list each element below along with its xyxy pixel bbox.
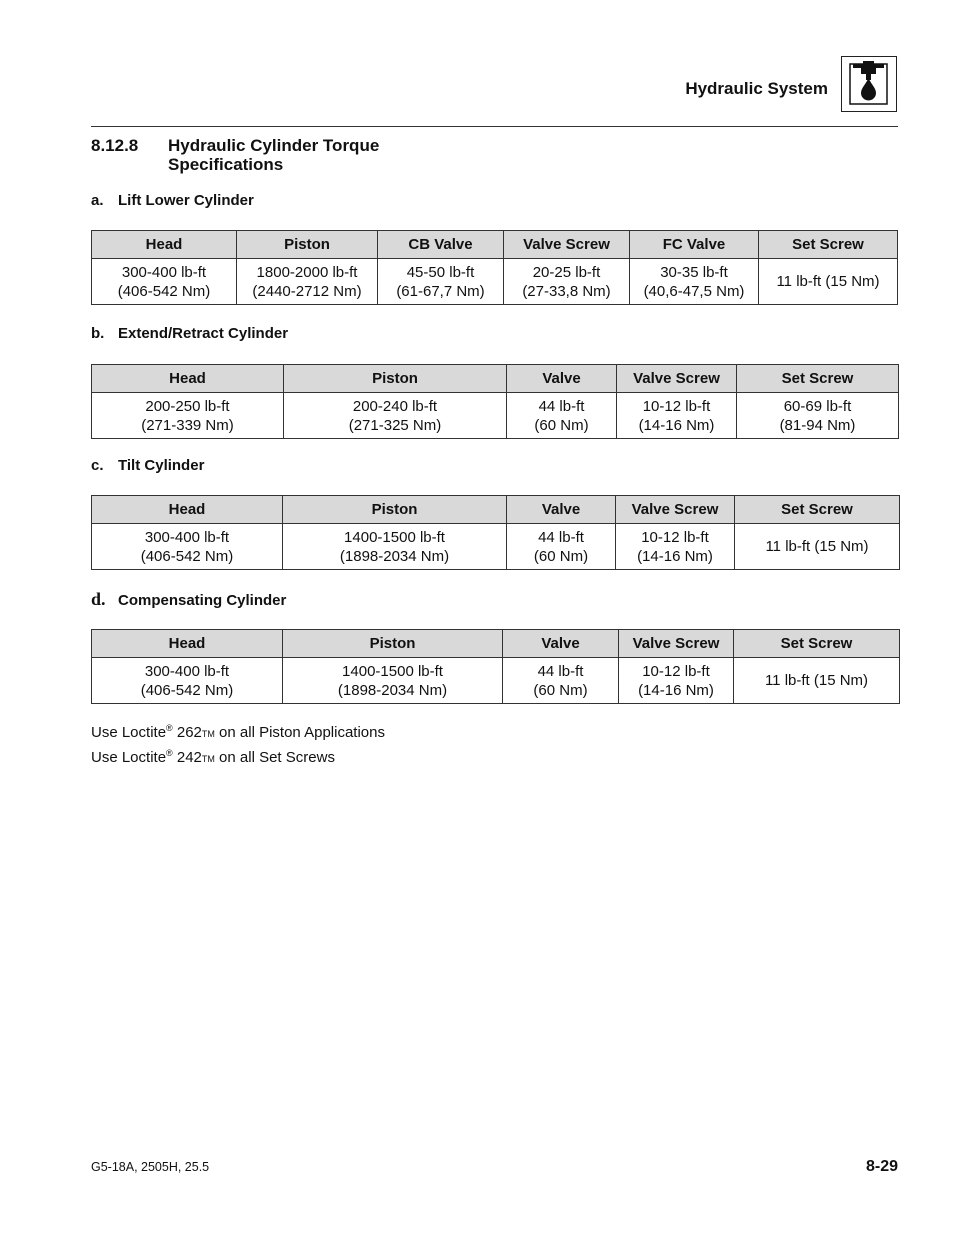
cell-line-lbft: 10-12 lb-ft (642, 662, 710, 680)
cell-line-lbft: 200-240 lb-ft (352, 397, 438, 415)
section-title-line1: Hydraulic Cylinder Torque (168, 136, 380, 155)
footer-model-info: G5-18A, 2505H, 25.5 (91, 1160, 210, 1174)
section-title-line2: Specifications (168, 155, 284, 174)
table-header-row (92, 496, 900, 524)
cell-line-lbft: 1800-2000 lb-ft (256, 263, 358, 281)
subheading-extend-retract-cylinder (91, 325, 288, 342)
cell-piston (237, 259, 378, 305)
subheading-title: Tilt Cylinder (118, 457, 205, 474)
column-header-head: Head (92, 231, 237, 259)
cell-set-screw (737, 393, 899, 439)
cell-line-nm: (1898-2034 Nm) (339, 547, 450, 565)
subheading-compensating-cylinder (91, 589, 286, 610)
cell-line-nm: (14-16 Nm) (638, 416, 715, 434)
cell-line-nm: (60 Nm) (533, 681, 588, 699)
cell-head (92, 393, 284, 439)
subheading-title: Extend/Retract Cylinder (118, 325, 289, 342)
table-header-row (92, 365, 899, 393)
cell-line-lbft: 44 lb-ft (538, 528, 584, 546)
cell-line-lbft: 300-400 lb-ft (144, 662, 230, 680)
cell-set-screw (735, 524, 900, 570)
note-suffix: on all Set Screws (214, 749, 335, 766)
column-header-valve-screw: Valve Screw (617, 365, 737, 393)
cell-line-value: 11 lb-ft (15 Nm) (776, 273, 880, 290)
cell-line-nm: (27-33,8 Nm) (522, 282, 611, 300)
cell-line-nm: (1898-2034 Nm) (337, 681, 448, 699)
cell-valve-screw (617, 393, 737, 439)
subheading-title: Compensating Cylinder (118, 592, 287, 609)
section-number: 8.12.8 (91, 136, 139, 155)
cell-line-nm: (14-16 Nm) (638, 681, 714, 699)
cell-line-nm: (60 Nm) (534, 416, 589, 434)
cell-line-lbft: 10-12 lb-ft (642, 397, 711, 415)
column-header-valve: Valve (503, 630, 619, 658)
table-row (92, 259, 898, 305)
extend-retract-cylinder-table (91, 364, 899, 439)
registered-mark: ® (166, 723, 173, 733)
cell-line-lbft: 1400-1500 lb-ft (344, 528, 445, 546)
cell-cb-valve (378, 259, 504, 305)
cell-valve (507, 524, 616, 570)
column-header-set-screw: Set Screw (734, 630, 900, 658)
cell-line-nm: (271-339 Nm) (141, 416, 234, 434)
column-header-valve-screw: Valve Screw (619, 630, 734, 658)
column-header-head: Head (92, 630, 283, 658)
column-header-valve: Valve (507, 496, 616, 524)
note-product-number: 262 (172, 724, 202, 741)
cell-line-lbft: 200-250 lb-ft (145, 397, 230, 415)
subheading-letter: c. (91, 457, 104, 474)
note-product-number: 242 (172, 749, 202, 766)
cell-line-nm: (406-542 Nm) (140, 547, 234, 565)
cell-head (92, 524, 283, 570)
cell-line-nm: (81-94 Nm) (779, 416, 856, 434)
compensating-cylinder-table (91, 629, 900, 704)
cell-line-lbft: 44 lb-ft (537, 662, 584, 680)
table-row (92, 524, 900, 570)
column-header-set-screw: Set Screw (735, 496, 900, 524)
cell-line-nm: (406-542 Nm) (117, 282, 211, 300)
registered-mark: ® (166, 748, 173, 758)
column-header-set-screw: Set Screw (759, 231, 898, 259)
cell-valve-screw (504, 259, 630, 305)
cell-line-lbft: 45-50 lb-ft (406, 263, 475, 281)
header-divider (91, 126, 898, 127)
page-number: 8-29 (865, 1158, 898, 1175)
column-header-valve-screw: Valve Screw (616, 496, 735, 524)
cell-valve-screw (616, 524, 735, 570)
cell-line-lbft: 30-35 lb-ft (660, 263, 728, 281)
header-title: Hydraulic System (685, 79, 828, 98)
column-header-piston: Piston (237, 231, 378, 259)
cell-line-lbft: 44 lb-ft (538, 397, 585, 415)
cell-line-nm: (271-325 Nm) (348, 416, 442, 434)
cell-line-nm: (60 Nm) (533, 547, 589, 565)
hydraulic-cylinder-icon (841, 56, 897, 112)
column-header-piston: Piston (283, 630, 503, 658)
tilt-cylinder-table (91, 495, 900, 570)
note-prefix: Use Loctite (91, 749, 167, 766)
table-row (92, 658, 900, 704)
cell-line-nm: (14-16 Nm) (637, 547, 713, 565)
table-header-row (92, 630, 900, 658)
cell-line-nm: (406-542 Nm) (140, 681, 234, 699)
column-header-valve-screw: Valve Screw (504, 231, 630, 259)
cell-line-lbft: 1400-1500 lb-ft (342, 662, 443, 680)
subheading-letter: b. (91, 325, 105, 342)
cell-set-screw (759, 259, 898, 305)
section-title (168, 136, 428, 174)
note-prefix: Use Loctite (91, 724, 167, 741)
subheading-title: Lift Lower Cylinder (118, 192, 254, 209)
cell-valve (507, 393, 617, 439)
note-line (91, 719, 385, 744)
cell-head (92, 259, 237, 305)
cell-line-value: 11 lb-ft (15 Nm) (765, 538, 869, 555)
cell-line-lbft: 300-400 lb-ft (144, 528, 230, 546)
trademark-mark: TM (201, 729, 215, 739)
column-header-piston: Piston (283, 496, 507, 524)
table-row (92, 393, 899, 439)
column-header-set-screw: Set Screw (737, 365, 899, 393)
note-suffix: on all Piston Applications (214, 724, 385, 741)
column-header-cb-valve: CB Valve (378, 231, 504, 259)
cell-piston (283, 658, 503, 704)
subheading-letter: d. (91, 589, 106, 609)
subheading-tilt-cylinder (91, 457, 204, 474)
cell-set-screw (734, 658, 900, 704)
subheading-lift-lower-cylinder (91, 192, 254, 209)
cell-line-lbft: 300-400 lb-ft (121, 263, 207, 281)
loctite-notes (91, 719, 385, 769)
cell-line-lbft: 60-69 lb-ft (783, 397, 852, 415)
subheading-letter: a. (91, 192, 104, 209)
column-header-fc-valve: FC Valve (630, 231, 759, 259)
cell-valve-screw (619, 658, 734, 704)
note-line (91, 744, 385, 769)
column-header-piston: Piston (284, 365, 507, 393)
trademark-mark: TM (201, 754, 215, 764)
cell-line-nm: (40,6-47,5 Nm) (643, 282, 745, 300)
cell-piston (283, 524, 507, 570)
cell-head (92, 658, 283, 704)
cell-line-lbft: 10-12 lb-ft (641, 528, 709, 546)
cell-line-value: 11 lb-ft (15 Nm) (764, 672, 869, 689)
cell-line-nm: (2440-2712 Nm) (252, 282, 362, 300)
column-header-valve: Valve (507, 365, 617, 393)
column-header-head: Head (92, 496, 283, 524)
cell-piston (284, 393, 507, 439)
cell-line-lbft: 20-25 lb-ft (532, 263, 601, 281)
cell-fc-valve (630, 259, 759, 305)
column-header-head: Head (92, 365, 284, 393)
lift-lower-cylinder-table (91, 230, 898, 305)
table-header-row (92, 231, 898, 259)
cell-valve (503, 658, 619, 704)
cell-line-nm: (61-67,7 Nm) (396, 282, 485, 300)
